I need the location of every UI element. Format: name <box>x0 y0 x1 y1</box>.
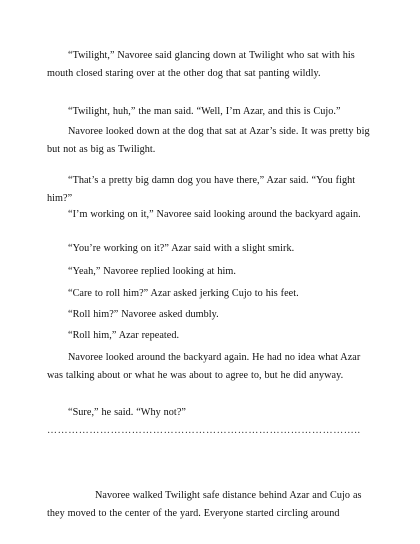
paragraph-9: “Roll him?” Navoree asked dumbly. <box>68 309 219 320</box>
paragraph-7: “Yeah,” Navoree replied looking at him. <box>68 266 236 277</box>
paragraph-8: “Care to roll him?” Azar asked jerking Cujo to his feet. <box>68 288 299 299</box>
paragraph-2: “Twilight, huh,” the man said. “Well, I’m Azar, and this is Cujo.” <box>68 106 341 117</box>
paragraph-3: Navoree looked down at the dog that sat at Azar’s side. It was pretty big but not as big as Twilight. <box>47 126 370 155</box>
paragraph-12: “Sure,” he said. “Why not?” <box>68 407 186 418</box>
paragraph-after-break: Navoree walked Twilight safe distance behind Azar and Cujo as they moved to the center of the yard. Everyone started circling around <box>47 490 362 519</box>
paragraph-1: “Twilight,” Navoree said glancing down at Twilight who sat with his mouth closed staring over at the other dog that sat panting wildly. <box>47 50 355 79</box>
paragraph-11: Navoree looked around the backyard again. He had no idea what Azar was talking about or what he was about to agree to, but he did anyway. <box>47 352 361 381</box>
paragraph-10: “Roll him,” Azar repeated. <box>68 330 180 341</box>
section-divider: …………………………………………………………………………….. <box>47 425 361 436</box>
paragraph-4: “That’s a pretty big damn dog you have there,” Azar said. “You fight him?” <box>47 175 356 204</box>
paragraph-5: “I’m working on it,” Navoree said looking around the backyard again. <box>68 209 361 220</box>
paragraph-6: “You’re working on it?” Azar said with a slight smirk. <box>68 243 295 254</box>
